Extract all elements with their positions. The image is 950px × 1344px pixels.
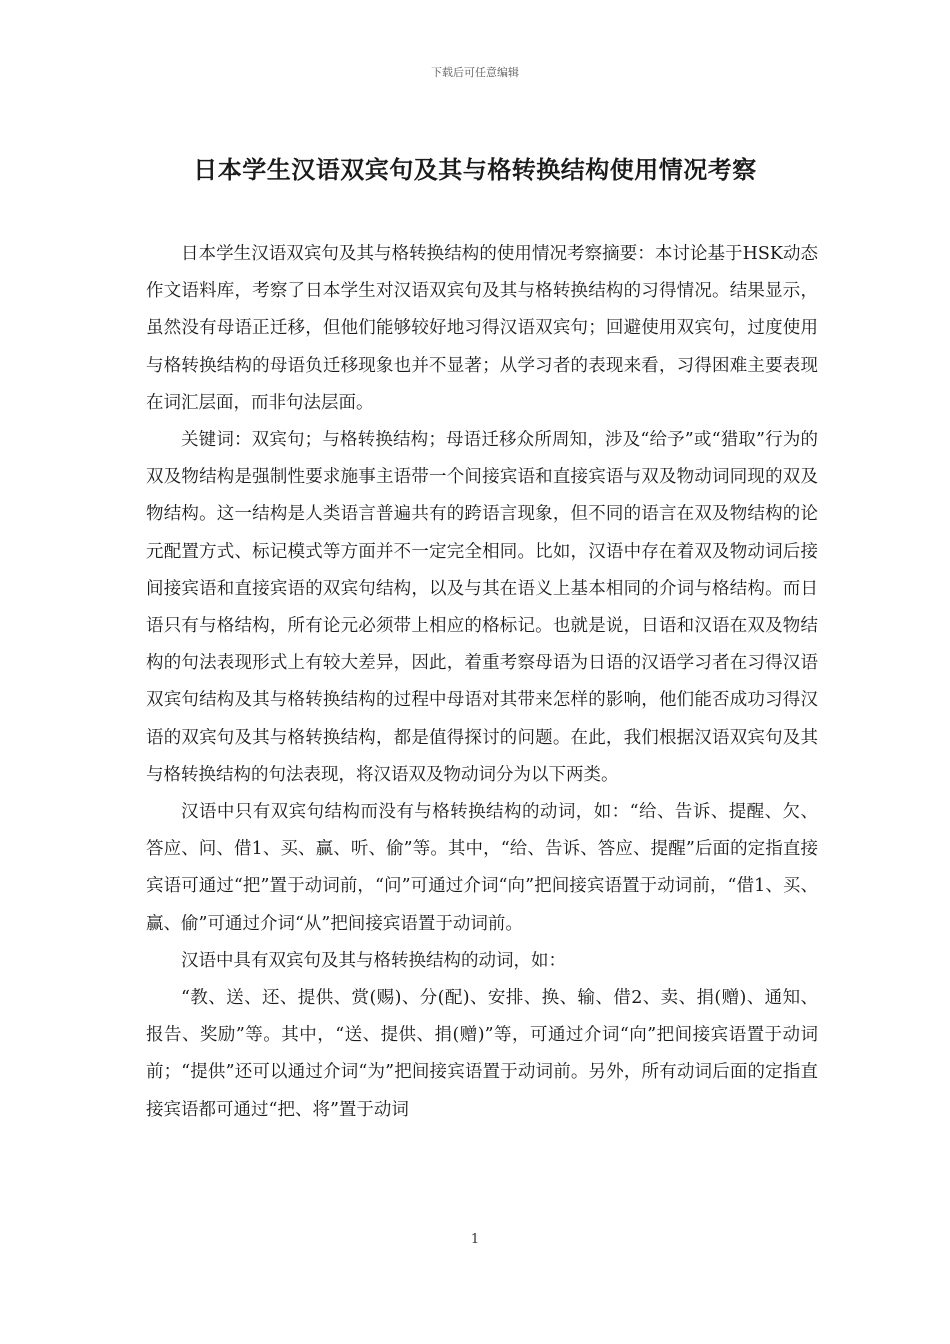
header-note: 下载后可任意编辑 — [431, 66, 519, 79]
page-number: 1 — [470, 1232, 480, 1247]
document-body — [146, 236, 818, 1129]
document-title: 日本学生汉语双宾句及其与格转换结构使用情况考察 — [193, 156, 757, 184]
paragraph-abstract: 日本学生汉语双宾句及其与格转换结构的使用情况考察摘要：本讨论基于HSK动态作文语料库，考察了日本学生对汉语双宾句及其与格转换结构的习得情况。结果显示，虽然没有母语正迁移，但他们能够较好地习得汉语双宾句；回避使用双宾句，过度使用与格转换结构的母语负迁移现象也并不显著；从学习者的表现来看，习得困难主要表现在词汇层面，而非句法层面。 — [146, 244, 818, 413]
paragraph-verb-class-2-intro: 汉语中具有双宾句及其与格转换结构的动词，如： — [181, 950, 566, 971]
paragraph-verb-class-1: 汉语中只有双宾句结构而没有与格转换结构的动词，如：“给、告诉、提醒、欠、答应、问、借1、买、赢、听、偷”等。其中，“给、告诉、答应、提醒”后面的定指直接宾语可通过“把”置于动词前，“问”可通过介词“向”把间接宾语置于动词前，“借1、买、赢、偷”可通过介词“从”把间接宾语置于动词前。 — [146, 802, 818, 934]
paragraph-keywords: 关键词：双宾句；与格转换结构；母语迁移众所周知，涉及“给予”或“猎取”行为的双及物结构是强制性要求施事主语带一个间接宾语和直接宾语与双及物动词同现的双及物结构。这一结构是人类语言普遍共有的跨语言现象，但不同的语言在双及物结构的论元配置方式、标记模式等方面并不一定完全相同。比如，汉语中存在着双及物动词后接间接宾语和直接宾语的双宾句结构，以及与其在语义上基本相同的介词与格结构。而日语只有与格结构，所有论元必须带上相应的格标记。也就是说，日语和汉语在双及物结构的句法表现形式上有较大差异，因此，着重考察母语为日语的汉语学习者在习得汉语双宾句结构及其与格转换结构的过程中母语对其带来怎样的影响，他们能否成功习得汉语的双宾句及其与格转换结构，都是值得探讨的问题。在此，我们根据汉语双宾句及其与格转换结构的句法表现，将汉语双及物动词分为以下两类。 — [146, 430, 818, 785]
paragraph-verb-class-2-examples: “教、送、还、提供、赏(赐)、分(配)、安排、换、输、借2、卖、捐(赠)、通知、报告、奖励”等。其中，“送、提供、捐(赠)”等，可通过介词“向”把间接宾语置于动词前；“提供”还可以通过介词“为”把间接宾语置于动词前。另外，所有动词后面的定指直接宾语都可通过“把、将”置于动词 — [146, 988, 818, 1120]
